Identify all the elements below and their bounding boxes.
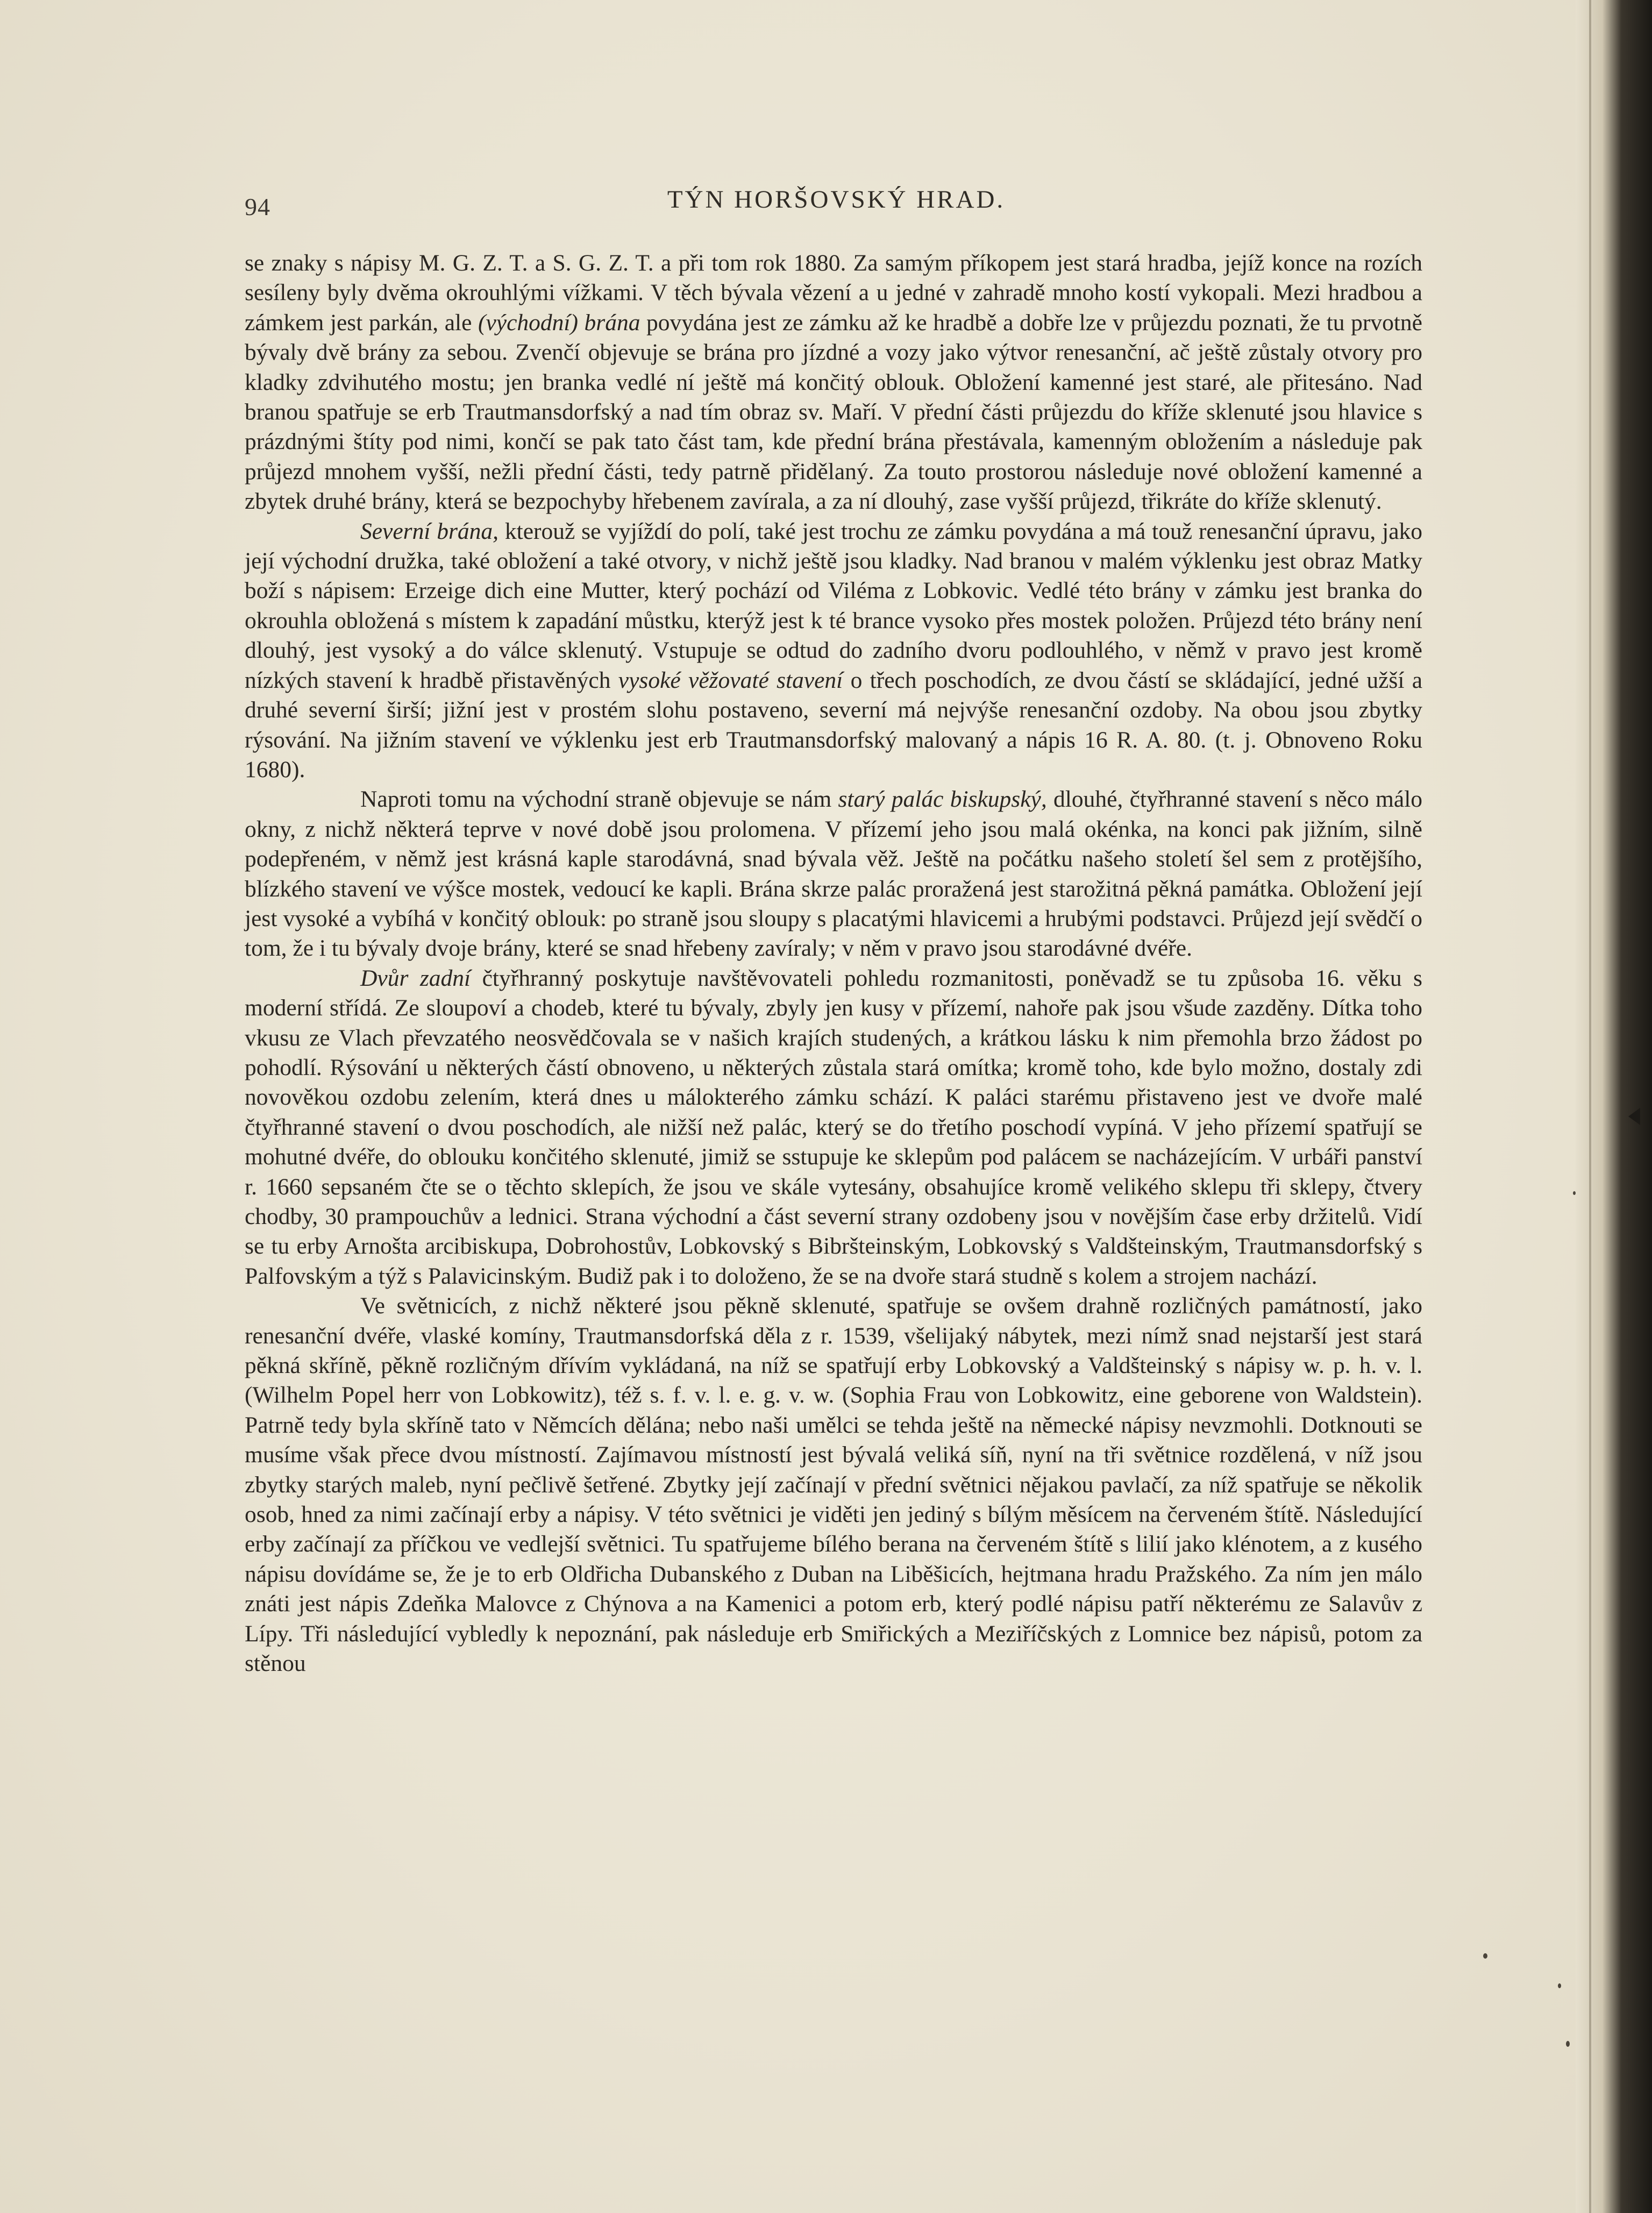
page-number: 94 [245, 193, 270, 220]
paragraph-1-text-b: povydána jest ze zámku až ke hradbě a dobře lze v průjezdu poznati, že tu prvotně bývaly dvě brány za sebou. Zvenčí objevuje se brána pro jízdné a vozy jako výtvor renesanční, ač ještě zůstaly otvory pro kladky zdvihutého mostu; jen branka vedlé ní ještě má končitý oblouk. Obložení kamenné jest staré, ale přitesáno. Nad branou spatřuje se erb Trautmansdorfský a nad tím obraz sv. Maří. V přední části průjezdu do kříže sklenuté jsou hlavice s prázdnými štíty pod nimi, končí se pak tato část tam, kde přední brána přestávala, kamenným obložením a následuje pak průjezd mnohem vyšší, nežli přední části, tedy patrně přidělaný. Za touto prostorou následuje nové obložení kamenné a zbytek druhé brány, která se bezpochyby hřebenem zavírala, a za ní dlouhý, zase vyšší průjezd, třikráte do kříže sklenutý. [245, 309, 1422, 515]
page-title: TÝN HORŠOVSKÝ HRAD. [667, 186, 1006, 214]
page-edge-marker-icon [1628, 1108, 1640, 1125]
paragraph-2 [245, 517, 1422, 785]
paragraph-2-text-b: o třech poschodích, ze dvou částí se skládající, jedné užší a druhé severní širší; jižní jest v prostém slohu postaveno, severní má nejvýše renesanční ozdoby. Na obou jsou zbytky rýsování. Na jižním stavení ve výklenku jest erb Trautmansdorfský malovaný a nápis 16 R. A. 80. (t. j. Obnoveno Roku 1680). [245, 667, 1423, 782]
paragraph-4-text: čtyřhranný poskytuje navštěvovateli pohledu rozmanitosti, poněvadž se tu způsoba 16. věku s moderní střídá. Ze sloupoví a chodeb, které tu bývaly, zbyly jen kusy v přízemí, nahoře pak jsou všude zazděny. Dítka toho vkusu ze Vlach převzatého neosvědčovala se v našich krajích studených, a krátkou lásku k nim přemohla brzo žádost po pohodlí. Rýsování u některých částí obnoveno, u některých zůstala stará omítka; kromě toho, kde bylo možno, dostaly zdi novověkou ozdobu zelením, která dnes u málokterého zámku schází. K paláci starému přistaveno jest ve dvoře malé čtyřhranné stavení o dvou poschodích, ale nižší než palác, který se do třetího poschodí vypíná. V jeho přízemí spatřují se mohutné dvéře, do oblouku končitého sklenuté, jimiž se sstupuje ke sklepům pod palácem se nacházejícím. V urbáři panství r. 1660 sepsaném čte se o těchto sklepích, že jsou ve skále vytesány, obsahujíce kromě velikého sklepu tři sklepy, čtvery chodby, 30 prampouchův a lednici. Strana východní a část severní strany ozdobeny jsou v novějším čase erby držitelů. Vidí se tu erby Arnošta arcibiskupa, Dobrohostův, Lobkovský s Bibršteinským, Lobkovský s Valdšteinským, Trautmansdorfský s Palfovským a týž s Palavicinským. Budiž pak i to doloženo, že se na dvoře stará studně s kolem a strojem nachází. [245, 965, 1422, 1289]
page-fold-line [1589, 0, 1591, 2213]
page-edge-shadow [1576, 0, 1652, 2213]
paragraph-3-italic-term: starý palác biskupský, [838, 786, 1047, 813]
paper-speck [1573, 1191, 1576, 1195]
paper-speck [1558, 1983, 1561, 1988]
paragraph-4 [245, 964, 1422, 1291]
paragraph-3 [245, 785, 1422, 963]
paragraph-1-text-a: se znaky s nápisy M. G. Z. T. a S. G. Z. T. a při tom rok 1880. Za samým příkopem jest stará hradba, jejíž konce na rozích sesíleny byly dvěma okrouhlými vížkami. V těch bývala vězení a u jedné v zahradě mnoho kostí vykopali. Mezi hradbou a zámkem jest parkán, ale [245, 250, 1422, 336]
paragraph-1 [245, 248, 1422, 517]
paragraph-2-text-a: kterouž se vyjíždí do polí, také jest trochu ze zámku povydána a má touž renesanční úpravu, jako její východní družka, také obložení a také otvory, v nichž ještě jsou kladky. Nad branou v malém výklenku jest obraz Matky boží s nápisem: Erzeige dich eine Mutter, který pochází od Viléma z Lobkovic. Vedlé této brány v zámku jest branka do okrouhla obložená s místem k zapadání můstku, kterýž jest k té brance vysoko přes mostek položen. Průjezd této brány není dlouhý, jest vysoký a do válce sklenutý. Vstupuje se odtud do zadního dvoru podlouhlého, v němž v pravo jest kromě nízkých stavení k hradbě přistavěných [245, 518, 1423, 693]
paragraph-1-italic-term: (východní) brána [478, 309, 640, 336]
paragraph-4-italic-term: Dvůr zadní [360, 965, 471, 991]
paragraph-5 [245, 1291, 1422, 1678]
running-header [245, 183, 1428, 226]
paragraph-2-italic-term: Severní brána, [360, 518, 499, 544]
paragraph-3-text-a: Naproti tomu na východní straně objevuje se nám [360, 786, 832, 813]
paragraph-2-italic-term-2: vysoké věžovaté stavení [618, 667, 843, 693]
paper-speck [1483, 1953, 1487, 1959]
paragraph-3-text-b: dlouhé, čtyřhranné stavení s něco málo okny, z nichž některá teprve v nové době jsou prolomena. V přízemí jeho jsou malá okénka, na konci pak jižním, silně podepřeném, v němž jest krásná kaple starodávná, snad bývala věž. Ještě na počátku našeho století šel sem z protějšího, blízkého stavení ve výšce mostek, vedoucí ke kapli. Brána skrze palác proražená jest starožitná pěkná památka. Obložení její jest vysoké a vybíhá v končitý oblouk: po straně jsou sloupy s placatými hlavicemi a hrubými podstavci. Průjezd její svědčí o tom, že i tu bývaly dvoje brány, které se snad hřebeny zavíraly; v něm v pravo jsou starodávné dvéře. [245, 786, 1423, 962]
paper-speck [1566, 2041, 1570, 2047]
body-text [245, 248, 1422, 1679]
paragraph-5-text: Ve světnicích, z nichž některé jsou pěkně sklenuté, spatřuje se ovšem drahně rozličných památností, jako renesanční dvéře, vlaské komíny, Trautmansdorfská děla z r. 1539, všelijaký nábytek, mezi nímž snad nejstarší jest stará pěkná skříně, pěkně rozličným dřívím vykládaná, na níž se spatřují erby Lobkovský a Valdšteinský s nápisy w. p. h. v. l. (Wilhelm Popel herr von Lobkowitz), též s. f. v. l. e. g. v. w. (Sophia Frau von Lobkowitz, eine geborene von Waldstein). Patrně tedy byla skříně tato v Němcích dělána; nebo naši umělci se tehda ještě na německé nápisy nevzmohli. Dotknouti se musíme však přece dvou místností. Zajímavou místností jest bývalá veliká síň, nyní na tři světnice rozdělená, v níž jsou zbytky starých maleb, nyní pečlivě šetřené. Zbytky její začínají v přední světnici nějakou pavlačí, za níž spatřuje se několik osob, hned za nimi začínají erby a nápisy. V této světnici je viděti jen jediný s bílým měsícem na červeném štítě. Následující erby začínají za příčkou ve vedlejší světnici. Tu spatřujeme bílého berana na červeném štítě s lilií jako klénotem, a z kusého nápisu dovídáme se, že je to erb Oldřicha Dubanského z Duban na Liběšicích, hejtmana hradu Pražského. Za ním jen málo znáti jest nápis Zdeňka Malovce z Chýnova a na Kamenici a potom erb, který podlé nápisu patří některému ze Salavův z Lípy. Tři následující vybledly k nepoznání, pak následuje erb Smiřických a Meziříčských z Lomnice bez nápisů, potom za stěnou [245, 1293, 1422, 1677]
